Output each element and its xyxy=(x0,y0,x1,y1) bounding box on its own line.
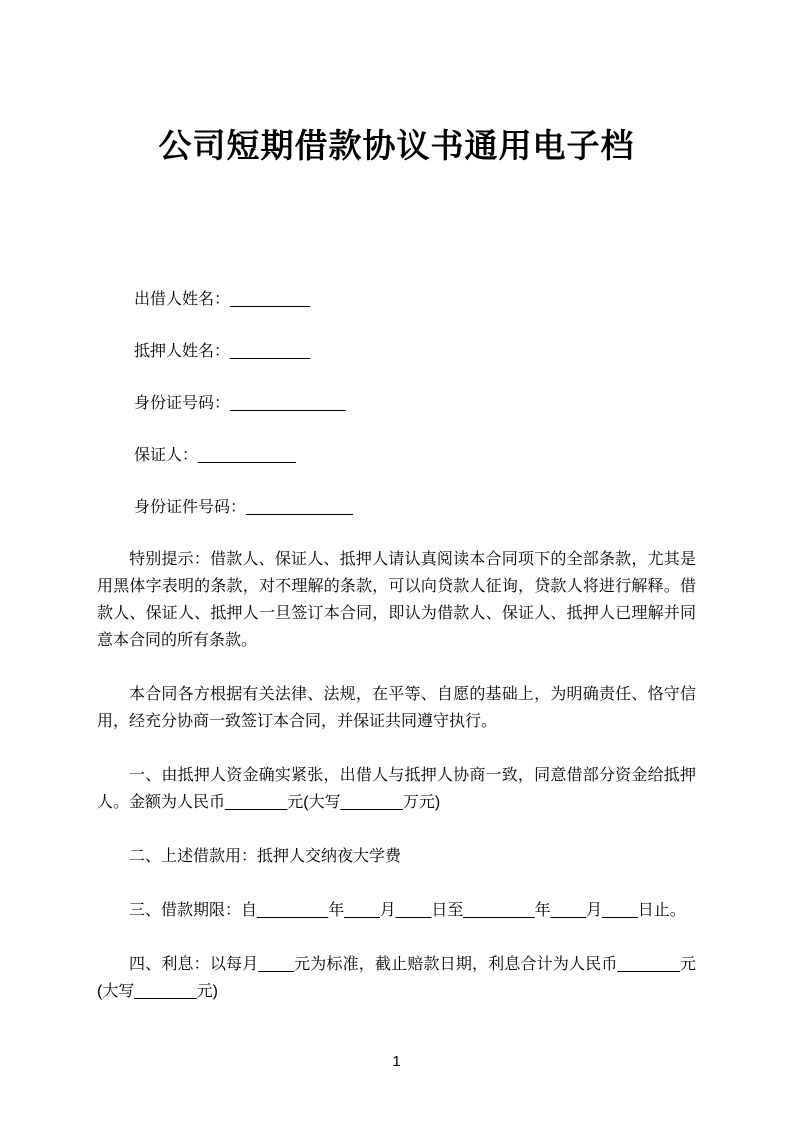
field-blank: _____________ xyxy=(230,395,346,412)
field-lender-name xyxy=(134,286,696,313)
paragraph-clause-1: 一、由抵押人资金确实紧张，出借人与抵押人协商一致，同意借部分资金给抵押人。金额为人民币_______元(大写_______万元) xyxy=(97,767,696,811)
field-guarantor xyxy=(134,442,696,469)
field-blank: _________ xyxy=(230,291,311,308)
field-blank: ___________ xyxy=(198,447,296,464)
field-label: 保证人： xyxy=(134,447,199,464)
paragraph-basis: 本合同各方根据有关法律、法规，在平等、自愿的基础上，为明确责任、恪守信用，经充分协商一致签订本合同，并保证共同遵守执行。 xyxy=(97,686,696,730)
fields-section xyxy=(97,286,696,521)
field-label: 身份证号码： xyxy=(134,395,231,412)
paragraph-clause-2: 二、上述借款用：抵押人交纳夜大学费 xyxy=(129,848,402,865)
field-id-number xyxy=(134,390,696,417)
paragraph-clause-3: 三、借款期限：自________年____月____日至________年____月____日止。 xyxy=(129,902,686,919)
field-label: 身份证件号码： xyxy=(134,499,247,516)
field-label: 出借人姓名： xyxy=(134,291,231,308)
paragraph-clause-4: 四、利息：以每月____元为标准，截止赔款日期，利息合计为人民币_______元(大写_______元) xyxy=(97,956,696,1000)
field-blank: ____________ xyxy=(246,499,353,516)
field-id-document-number xyxy=(134,494,696,521)
body-text-section xyxy=(97,546,696,1005)
page-number: 1 xyxy=(392,1053,401,1070)
field-mortgagor-name xyxy=(134,338,696,365)
page-title: 公司短期借款协议书通用电子档 xyxy=(158,127,635,164)
paragraph-special-notice: 特别提示：借款人、保证人、抵押人请认真阅读本合同项下的全部条款，尤其是用黑体字表明的条款，对不理解的条款，可以向贷款人征询，贷款人将进行解释。借款人、保证人、抵押人一旦签订本合同，即认为借款人、保证人、抵押人已理解并同意本合同的所有条款。 xyxy=(97,551,696,649)
field-blank: _________ xyxy=(230,343,311,360)
field-label: 抵押人姓名： xyxy=(134,343,231,360)
